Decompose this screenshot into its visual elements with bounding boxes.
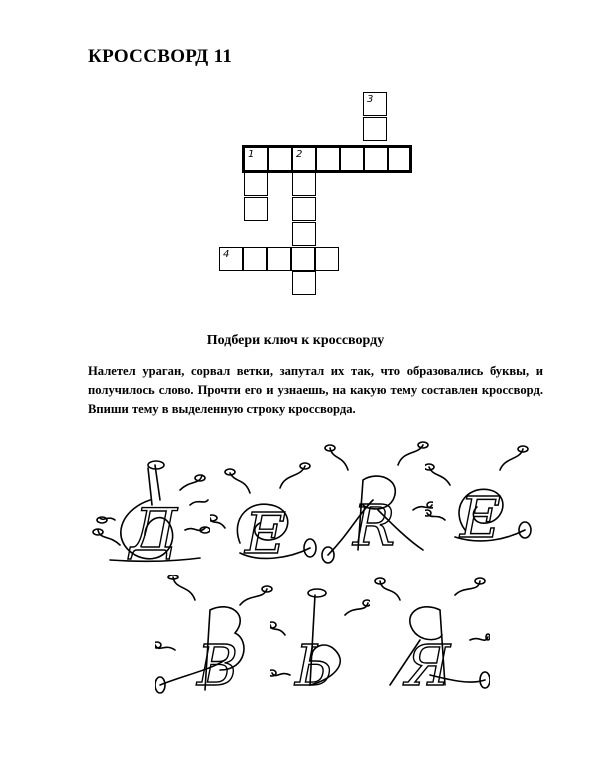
tangled-letters-illustration bbox=[80, 440, 540, 740]
puzzle-heading: Подбери ключ к кроссворду bbox=[206, 333, 385, 348]
branch-letter-7 bbox=[370, 575, 490, 715]
crossword-cell[interactable] bbox=[316, 147, 340, 171]
crossword-cell[interactable] bbox=[363, 92, 387, 116]
letter-glyph: R bbox=[353, 494, 396, 559]
crossword-cell[interactable] bbox=[267, 247, 291, 271]
crossword-cell[interactable] bbox=[388, 147, 412, 171]
crossword-cell[interactable] bbox=[268, 147, 292, 171]
crossword-cell[interactable] bbox=[340, 147, 364, 171]
branch-letter-3 bbox=[318, 440, 433, 575]
crossword-cell[interactable] bbox=[219, 247, 243, 271]
crossword-cell[interactable] bbox=[364, 147, 388, 171]
crossword-cell[interactable] bbox=[244, 197, 268, 221]
crossword-cell[interactable] bbox=[292, 222, 316, 246]
branch-letter-5 bbox=[155, 575, 275, 715]
crossword-cell[interactable] bbox=[244, 147, 268, 171]
branch-letter-1 bbox=[90, 450, 210, 585]
letter-glyph: В bbox=[197, 634, 239, 699]
puzzle-instructions: Налетел ураган, сорвал ветки, запутал их так, что образовались буквы, и получилось слово. Прочти его и узнаешь, на какую тему составлен кроссворд. Впиши тему в выделенную строку кроссворда. bbox=[88, 364, 543, 416]
crossword-cell[interactable] bbox=[291, 247, 315, 271]
clue-number-3: 3 bbox=[367, 94, 374, 105]
crossword-cell[interactable] bbox=[292, 197, 316, 221]
letter-glyph: Е bbox=[460, 486, 501, 551]
crossword-cell[interactable] bbox=[292, 271, 316, 295]
crossword-cell[interactable] bbox=[315, 247, 339, 271]
letter-glyph: Д bbox=[130, 496, 178, 564]
clue-number-4: 4 bbox=[223, 249, 230, 260]
crossword-cell[interactable] bbox=[292, 147, 316, 171]
page-title: КРОССВОРД 11 bbox=[88, 46, 233, 67]
branch-letter-6 bbox=[270, 585, 370, 710]
letter-glyph: Е bbox=[245, 502, 286, 567]
crossword-cell[interactable] bbox=[244, 172, 268, 196]
branch-letter-2 bbox=[210, 458, 325, 583]
clue-number-1: 1 bbox=[248, 149, 255, 160]
letter-glyph: Я bbox=[405, 634, 451, 699]
branch-letter-4 bbox=[425, 445, 540, 570]
letter-glyph: Ь bbox=[295, 634, 333, 699]
crossword-cell[interactable] bbox=[363, 117, 387, 141]
crossword-cell[interactable] bbox=[243, 247, 267, 271]
crossword-grid bbox=[0, 0, 591, 320]
crossword-cell[interactable] bbox=[292, 172, 316, 196]
clue-number-2: 2 bbox=[296, 149, 303, 160]
